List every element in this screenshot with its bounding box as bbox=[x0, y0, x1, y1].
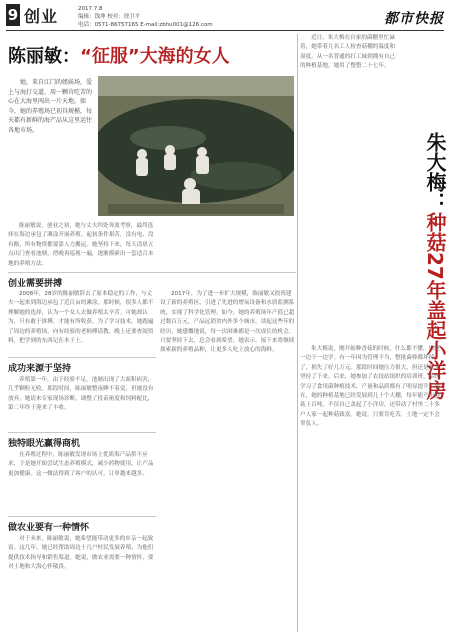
headline-highlight: “征服”大海的女人 bbox=[80, 46, 230, 67]
main-headline bbox=[8, 42, 230, 68]
newspaper-masthead: 都市快报 bbox=[384, 11, 444, 27]
section3-text: 在养殖过程中，陈丽敏发现市场上优质海产品供不应求，于是她开始尝试生态养殖模式，减少药物使用，让产品更加健康。这一做法得到了客户的认可，订单越来越多。 bbox=[8, 452, 154, 477]
side-headline-highlight: 种菇27年盖起小洋房 bbox=[423, 212, 447, 400]
section-divider bbox=[8, 272, 296, 273]
page-header bbox=[6, 4, 444, 31]
subhead-4: 做农业要有一种情怀 bbox=[8, 523, 90, 533]
story-photo bbox=[98, 76, 294, 216]
editor-line: 编辑：钱坤 校对：徐卫平 bbox=[78, 14, 141, 20]
headline-prefix: 陈丽敏： bbox=[8, 46, 80, 67]
issue-date: 2017.7.8 bbox=[78, 6, 103, 12]
seafarm-pond-image bbox=[98, 76, 294, 216]
subhead-3: 独特眼光赢得商机 bbox=[8, 439, 81, 449]
subhead-2: 成功来源于坚持 bbox=[8, 364, 72, 374]
section-divider bbox=[8, 516, 156, 517]
mid-column-text: 2017年，为了进一步扩大规模，陈丽敏又投资建设了新的养殖区，引进了先进的增氧设备和水质监测系统，实现了科学化管理。如今，她的养殖场年产值已超过数百万元，产品远销省内外多个城市。谈起这些年的经历，她感慨地说，每一次困难都是一次成长的机会，只要坚持下去，总会看到希望。她表示，接下来将继续探索新的养殖品种，让更多人吃上放心的海鲜。 bbox=[160, 291, 295, 354]
section-divider bbox=[8, 357, 156, 358]
section4-text: 对于未来，陈丽敏说，她希望能带动更多的乡亲一起致富。这几年，她已经帮助周边十几户村民发展养殖，为他们提供技术指导和销售渠道。她说，做农业需要一种情怀，要对土地和大海心怀敬畏。 bbox=[8, 536, 154, 571]
section1-text: 2008年，28岁的陈丽敏辞去了原本稳定的工作，与丈夫一起来到海边承包了近百亩的滩涂。那时候，很多人都不理解她的选择，认为一个女人去做养殖太辛苦。可她却认为，只有敢于拼搏，才能有所收获。为了学习技术，她跑遍了周边的养殖场，向有经验的老师傅请教，晚上还要查阅资料，把学到的东西记在本子上。 bbox=[8, 291, 154, 345]
section-divider bbox=[8, 432, 156, 433]
page-number: 9 bbox=[7, 6, 19, 24]
subhead-1: 创业需要拼搏 bbox=[8, 279, 63, 289]
intro-paragraph: 陈丽敏说，创业之初，她与丈夫四处奔波考察，最终选择在海边承包了滩涂开展养殖。起初条件艰苦，没有电、没有路，所有物资都要靠人力搬运。她坚持下来，每天清晨五点出门查看池塘，傍晚再巡视一遍，逐渐摸索出一套适合本地的养殖方法。 bbox=[8, 223, 154, 267]
lead-paragraph: 她，来自江门的姐妹场，爱上与海打交道，用一颗肯吃苦的心在大海里闯出一片天地。如今，她的养殖场已初具规模，每天都有新鲜的海产品从这里运往各地市场。 bbox=[8, 79, 93, 134]
section-title: 创业 bbox=[24, 7, 59, 26]
side-intro: 近日，朱大梅在自家的菌棚里忙碌着，她带着几名工人检查菇棚的温度和湿度。从一名普通的打工妹到拥有自己的种植基地，她用了整整二十七年。 bbox=[300, 35, 396, 70]
contact-line: 电话：0571-86757165 E-mail:zbhu001@126.com bbox=[78, 22, 213, 28]
section2-text: 养殖第一年，由于经验不足，池塘出现了大面积病害，几乎颗粒无收。那段时间，陈丽敏整夜睡不着觉，但她没有放弃。她请来专家现场诊断，调整了投苗密度和饲料配比，第二年终于迎来了丰收。 bbox=[8, 377, 154, 412]
column-divider bbox=[297, 34, 298, 632]
side-body: 朱大梅说，刚开始种香菇的时候，什么都不懂，只能一边干一边学。有一年因为管理不当，整批菌棒都坏掉了，损失了好几万元。那段时间她压力很大，但还是咬牙坚持了下来。后来，她参加了农技站组织的培训班，系统学习了食用菌种植技术，产量和品质都有了明显提升。现在，她的种植基地已经发展到几十个大棚，每年能产出鲜菇上百吨，不仅自己盖起了小洋房，还带动了村里二十多户人家一起种菇致富。她说，只要肯吃苦，土地一定不会辜负人。 bbox=[300, 346, 440, 428]
header-meta bbox=[78, 5, 213, 29]
side-headline-prefix: 朱大梅： bbox=[423, 132, 447, 212]
